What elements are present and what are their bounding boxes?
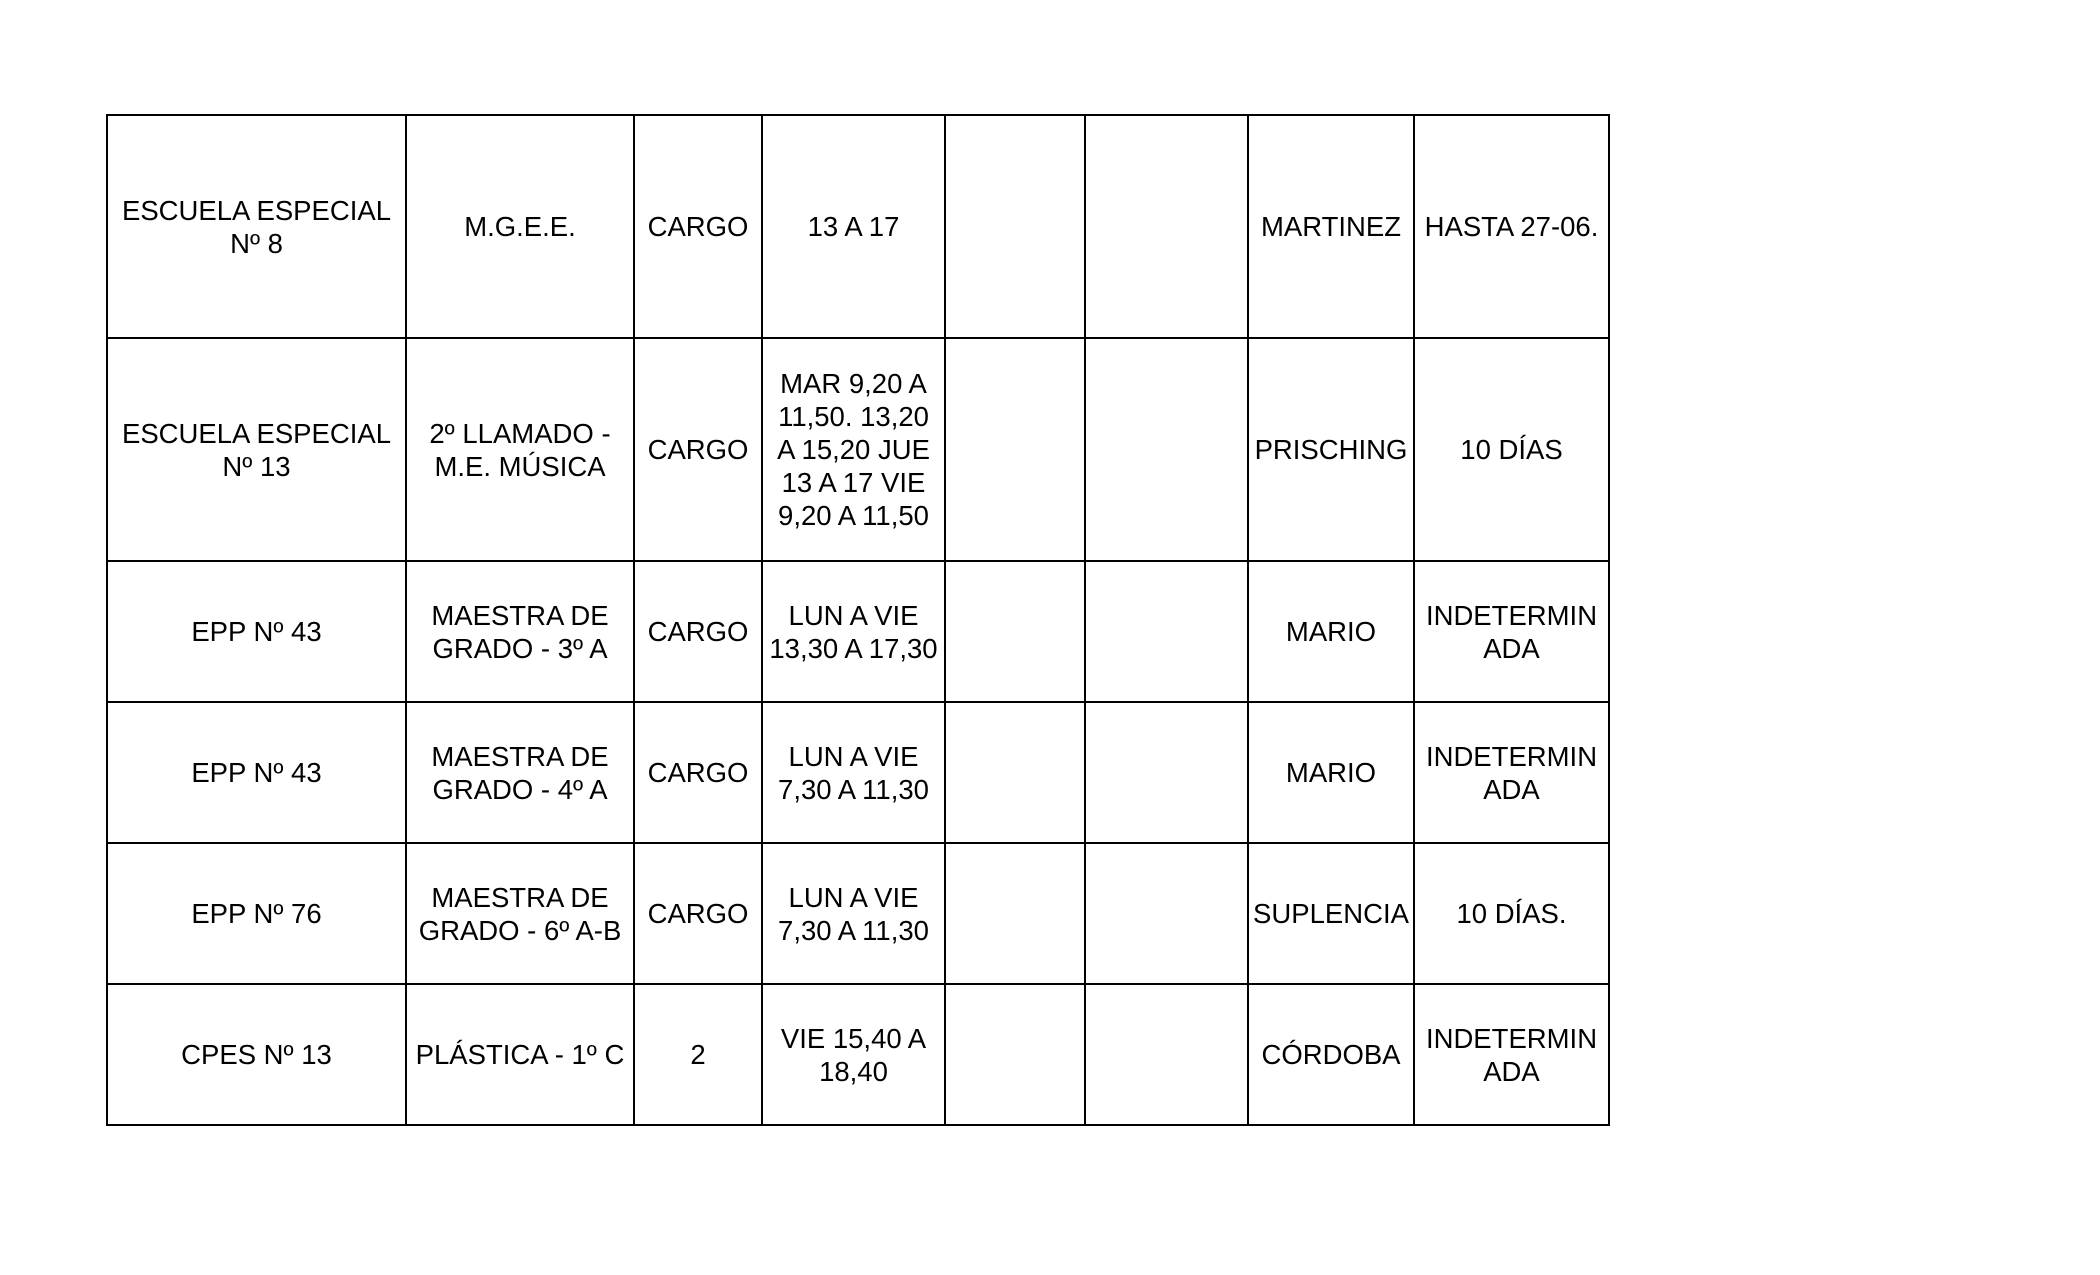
empty-cell [945,115,1085,338]
position-cell: M.G.E.E. [406,115,634,338]
name-cell: MARIO [1248,702,1414,843]
schedule-cell: MAR 9,20 A 11,50. 13,20 A 15,20 JUE 13 A 17 VIE 9,20 A 11,50 [762,338,945,561]
name-cell: SUPLENCIA [1248,843,1414,984]
table-row [107,115,1609,338]
type-cell: CARGO [634,843,762,984]
duration-cell: 10 DÍAS. [1414,843,1609,984]
empty-cell [1085,984,1248,1125]
school-cell: EPP Nº 43 [107,561,406,702]
type-cell: 2 [634,984,762,1125]
position-cell: PLÁSTICA - 1º C [406,984,634,1125]
type-cell: CARGO [634,115,762,338]
empty-cell [1085,338,1248,561]
duration-cell: HASTA 27-06. [1414,115,1609,338]
table-row [107,984,1609,1125]
name-cell: CÓRDOBA [1248,984,1414,1125]
schedule-cell: LUN A VIE 7,30 A 11,30 [762,702,945,843]
type-cell: CARGO [634,561,762,702]
empty-cell [945,984,1085,1125]
schedule-cell: LUN A VIE 13,30 A 17,30 [762,561,945,702]
duration-cell: INDETERMIN ADA [1414,702,1609,843]
empty-cell [1085,702,1248,843]
table-row [107,843,1609,984]
empty-cell [945,702,1085,843]
school-cell: EPP Nº 43 [107,702,406,843]
empty-cell [1085,561,1248,702]
type-cell: CARGO [634,338,762,561]
position-cell: 2º LLAMADO - M.E. MÚSICA [406,338,634,561]
empty-cell [1085,115,1248,338]
position-cell: MAESTRA DE GRADO - 3º A [406,561,634,702]
name-cell: MARTINEZ [1248,115,1414,338]
school-cell: EPP Nº 76 [107,843,406,984]
position-cell: MAESTRA DE GRADO - 4º A [406,702,634,843]
empty-cell [945,843,1085,984]
schedule-cell: VIE 15,40 A 18,40 [762,984,945,1125]
empty-cell [945,338,1085,561]
empty-cell [945,561,1085,702]
duration-cell: INDETERMIN ADA [1414,561,1609,702]
position-cell: MAESTRA DE GRADO - 6º A-B [406,843,634,984]
schedule-cell: LUN A VIE 7,30 A 11,30 [762,843,945,984]
name-cell: MARIO [1248,561,1414,702]
duration-cell: 10 DÍAS [1414,338,1609,561]
type-cell: CARGO [634,702,762,843]
school-cell: ESCUELA ESPECIAL Nº 13 [107,338,406,561]
table-row [107,561,1609,702]
table-row [107,702,1609,843]
empty-cell [1085,843,1248,984]
table-row [107,338,1609,561]
school-cell: ESCUELA ESPECIAL Nº 8 [107,115,406,338]
school-cell: CPES Nº 13 [107,984,406,1125]
name-cell: PRISCHING [1248,338,1414,561]
schedule-cell: 13 A 17 [762,115,945,338]
duration-cell: INDETERMIN ADA [1414,984,1609,1125]
data-table [106,114,1610,1126]
